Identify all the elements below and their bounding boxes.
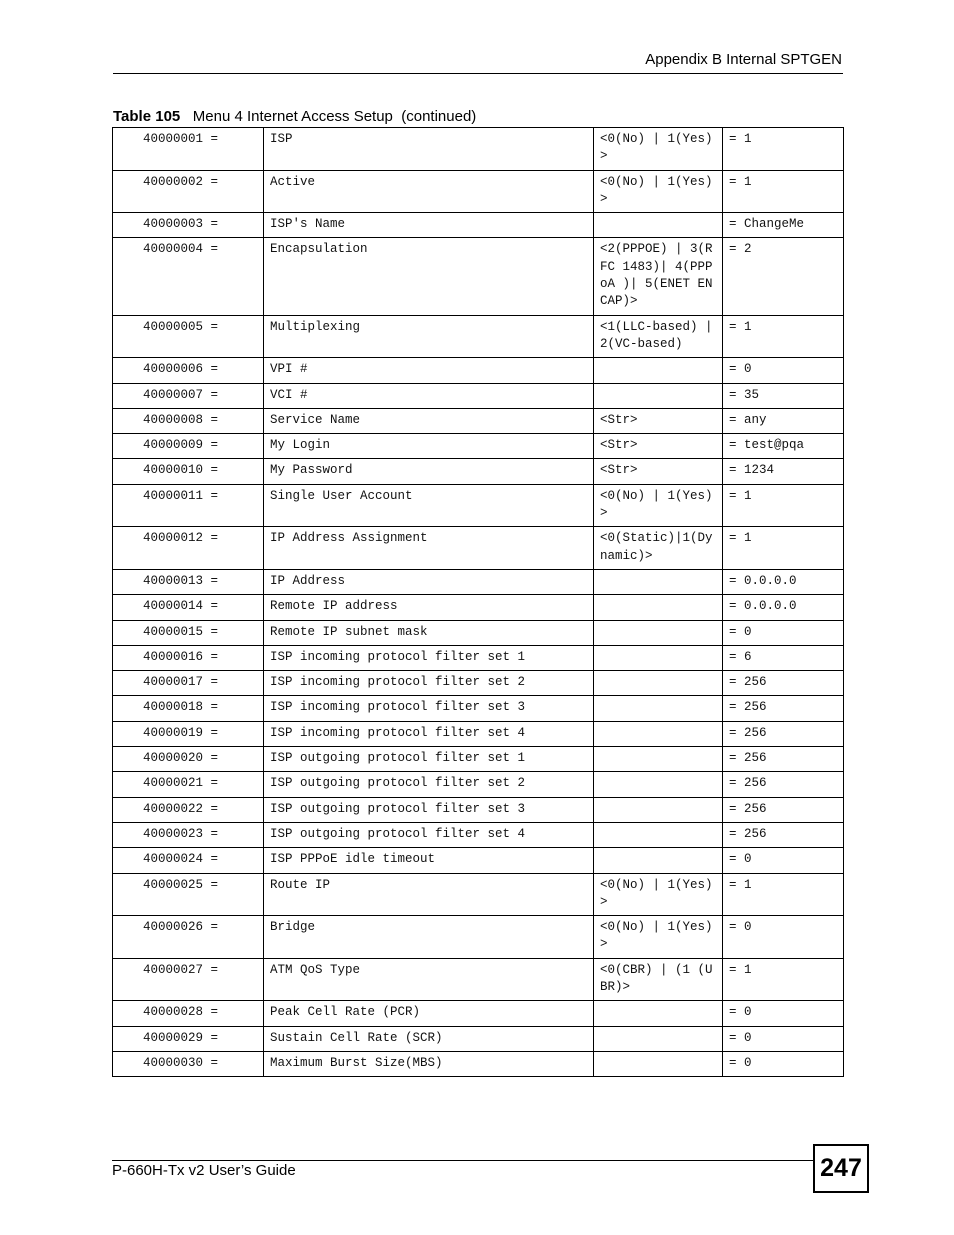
param-name-cell: Bridge bbox=[264, 916, 594, 959]
table-row bbox=[113, 527, 844, 570]
table-row bbox=[113, 1026, 844, 1051]
param-value-cell: = 1 bbox=[723, 958, 844, 1001]
table-row bbox=[113, 797, 844, 822]
param-value-cell: = 256 bbox=[723, 822, 844, 847]
param-value-cell: = 2 bbox=[723, 238, 844, 315]
table-row bbox=[113, 569, 844, 594]
param-name-cell: ISP incoming protocol filter set 4 bbox=[264, 721, 594, 746]
param-range-cell bbox=[594, 645, 723, 670]
param-name-cell: Remote IP address bbox=[264, 595, 594, 620]
param-range-cell: <Str> bbox=[594, 434, 723, 459]
param-code-cell: 40000013 = bbox=[113, 569, 264, 594]
table-row bbox=[113, 238, 844, 315]
param-value-cell: = test@pqa bbox=[723, 434, 844, 459]
param-name-cell: ISP outgoing protocol filter set 1 bbox=[264, 747, 594, 772]
param-value-cell: = 256 bbox=[723, 797, 844, 822]
param-value-cell: = 256 bbox=[723, 747, 844, 772]
param-code-cell: 40000020 = bbox=[113, 747, 264, 772]
table-row bbox=[113, 170, 844, 213]
table-row bbox=[113, 128, 844, 171]
table-caption-label: Table 105 bbox=[113, 108, 181, 125]
param-value-cell: = 0.0.0.0 bbox=[723, 569, 844, 594]
param-value-cell: = 0 bbox=[723, 1001, 844, 1026]
param-code-cell: 40000007 = bbox=[113, 383, 264, 408]
table-row bbox=[113, 721, 844, 746]
param-value-cell: = 256 bbox=[723, 696, 844, 721]
table-row bbox=[113, 671, 844, 696]
param-name-cell: Maximum Burst Size(MBS) bbox=[264, 1051, 594, 1076]
table-row bbox=[113, 408, 844, 433]
param-code-cell: 40000022 = bbox=[113, 797, 264, 822]
param-code-cell: 40000002 = bbox=[113, 170, 264, 213]
param-code-cell: 40000018 = bbox=[113, 696, 264, 721]
param-code-cell: 40000028 = bbox=[113, 1001, 264, 1026]
parameter-table-body bbox=[113, 128, 844, 1077]
param-name-cell: ISP incoming protocol filter set 3 bbox=[264, 696, 594, 721]
param-code-cell: 40000021 = bbox=[113, 772, 264, 797]
param-value-cell: = ChangeMe bbox=[723, 213, 844, 238]
param-code-cell: 40000010 = bbox=[113, 459, 264, 484]
param-code-cell: 40000003 = bbox=[113, 213, 264, 238]
param-value-cell: = 1 bbox=[723, 170, 844, 213]
table-row bbox=[113, 1051, 844, 1076]
param-name-cell: Route IP bbox=[264, 873, 594, 916]
param-name-cell: ISP incoming protocol filter set 2 bbox=[264, 671, 594, 696]
param-range-cell bbox=[594, 1001, 723, 1026]
table-row bbox=[113, 595, 844, 620]
param-range-cell bbox=[594, 822, 723, 847]
param-name-cell: ISP incoming protocol filter set 1 bbox=[264, 645, 594, 670]
table-row bbox=[113, 822, 844, 847]
param-range-cell bbox=[594, 747, 723, 772]
param-name-cell: IP Address bbox=[264, 569, 594, 594]
table-row bbox=[113, 916, 844, 959]
param-name-cell: ISP PPPoE idle timeout bbox=[264, 848, 594, 873]
param-name-cell: Service Name bbox=[264, 408, 594, 433]
running-header: Appendix B Internal SPTGEN bbox=[645, 51, 842, 68]
param-name-cell: Encapsulation bbox=[264, 238, 594, 315]
param-value-cell: = 256 bbox=[723, 721, 844, 746]
param-code-cell: 40000006 = bbox=[113, 358, 264, 383]
param-value-cell: = 0 bbox=[723, 1051, 844, 1076]
guide-title: P-660H-Tx v2 User’s Guide bbox=[112, 1162, 296, 1179]
param-range-cell: <0(Static)|1(Dynamic)> bbox=[594, 527, 723, 570]
param-value-cell: = 1 bbox=[723, 527, 844, 570]
param-value-cell: = 256 bbox=[723, 671, 844, 696]
table-caption bbox=[113, 108, 476, 126]
param-range-cell bbox=[594, 772, 723, 797]
param-range-cell bbox=[594, 1026, 723, 1051]
param-code-cell: 40000019 = bbox=[113, 721, 264, 746]
param-value-cell: = 1 bbox=[723, 484, 844, 527]
table-row bbox=[113, 747, 844, 772]
param-value-cell: = 0 bbox=[723, 1026, 844, 1051]
param-name-cell: ISP outgoing protocol filter set 4 bbox=[264, 822, 594, 847]
param-value-cell: = 0 bbox=[723, 916, 844, 959]
param-code-cell: 40000011 = bbox=[113, 484, 264, 527]
param-range-cell: <Str> bbox=[594, 408, 723, 433]
param-code-cell: 40000014 = bbox=[113, 595, 264, 620]
param-value-cell: = 0 bbox=[723, 358, 844, 383]
table-row bbox=[113, 620, 844, 645]
page-number: 247 bbox=[813, 1144, 869, 1193]
table-caption-title: Menu 4 Internet Access Setup (continued) bbox=[192, 108, 477, 125]
param-name-cell: My Login bbox=[264, 434, 594, 459]
param-range-cell bbox=[594, 358, 723, 383]
param-value-cell: = 256 bbox=[723, 772, 844, 797]
table-row bbox=[113, 434, 844, 459]
table-row bbox=[113, 645, 844, 670]
param-range-cell bbox=[594, 383, 723, 408]
param-value-cell: = 0 bbox=[723, 848, 844, 873]
param-value-cell: = 1 bbox=[723, 128, 844, 171]
param-range-cell bbox=[594, 696, 723, 721]
param-name-cell: VCI # bbox=[264, 383, 594, 408]
table-row bbox=[113, 848, 844, 873]
param-name-cell: Remote IP subnet mask bbox=[264, 620, 594, 645]
param-code-cell: 40000016 = bbox=[113, 645, 264, 670]
param-name-cell: ISP bbox=[264, 128, 594, 171]
param-range-cell: <1(LLC-based) | 2(VC-based) bbox=[594, 315, 723, 358]
param-code-cell: 40000015 = bbox=[113, 620, 264, 645]
param-range-cell: <0(CBR) | (1 (UBR)> bbox=[594, 958, 723, 1001]
table-row bbox=[113, 358, 844, 383]
param-value-cell: = 0.0.0.0 bbox=[723, 595, 844, 620]
param-code-cell: 40000023 = bbox=[113, 822, 264, 847]
param-code-cell: 40000026 = bbox=[113, 916, 264, 959]
param-name-cell: Sustain Cell Rate (SCR) bbox=[264, 1026, 594, 1051]
param-code-cell: 40000017 = bbox=[113, 671, 264, 696]
param-value-cell: = 35 bbox=[723, 383, 844, 408]
param-range-cell bbox=[594, 1051, 723, 1076]
param-range-cell bbox=[594, 848, 723, 873]
table-row bbox=[113, 315, 844, 358]
param-range-cell: <0(No) | 1(Yes)> bbox=[594, 916, 723, 959]
param-code-cell: 40000024 = bbox=[113, 848, 264, 873]
param-code-cell: 40000027 = bbox=[113, 958, 264, 1001]
param-value-cell: = any bbox=[723, 408, 844, 433]
param-name-cell: Single User Account bbox=[264, 484, 594, 527]
table-row bbox=[113, 696, 844, 721]
param-code-cell: 40000004 = bbox=[113, 238, 264, 315]
table-row bbox=[113, 213, 844, 238]
param-code-cell: 40000030 = bbox=[113, 1051, 264, 1076]
param-name-cell: My Password bbox=[264, 459, 594, 484]
table-row bbox=[113, 958, 844, 1001]
param-range-cell bbox=[594, 671, 723, 696]
param-range-cell bbox=[594, 620, 723, 645]
param-name-cell: ISP outgoing protocol filter set 3 bbox=[264, 797, 594, 822]
param-value-cell: = 0 bbox=[723, 620, 844, 645]
param-code-cell: 40000012 = bbox=[113, 527, 264, 570]
param-value-cell: = 1234 bbox=[723, 459, 844, 484]
param-range-cell bbox=[594, 721, 723, 746]
param-name-cell: ATM QoS Type bbox=[264, 958, 594, 1001]
param-range-cell: <0(No) | 1(Yes)> bbox=[594, 128, 723, 171]
param-range-cell: <0(No) | 1(Yes)> bbox=[594, 873, 723, 916]
param-name-cell: Peak Cell Rate (PCR) bbox=[264, 1001, 594, 1026]
table-row bbox=[113, 459, 844, 484]
param-code-cell: 40000025 = bbox=[113, 873, 264, 916]
param-name-cell: ISP outgoing protocol filter set 2 bbox=[264, 772, 594, 797]
param-value-cell: = 6 bbox=[723, 645, 844, 670]
param-name-cell: Active bbox=[264, 170, 594, 213]
param-range-cell: <0(No) | 1(Yes)> bbox=[594, 170, 723, 213]
param-range-cell: <2(PPPOE) | 3(RFC 1483)| 4(PPPoA )| 5(ENET ENCAP)> bbox=[594, 238, 723, 315]
param-code-cell: 40000009 = bbox=[113, 434, 264, 459]
param-range-cell bbox=[594, 213, 723, 238]
param-range-cell: <0(No) | 1(Yes)> bbox=[594, 484, 723, 527]
param-range-cell bbox=[594, 595, 723, 620]
param-value-cell: = 1 bbox=[723, 873, 844, 916]
param-name-cell: Multiplexing bbox=[264, 315, 594, 358]
param-code-cell: 40000008 = bbox=[113, 408, 264, 433]
param-code-cell: 40000001 = bbox=[113, 128, 264, 171]
footer-divider bbox=[112, 1160, 814, 1161]
param-range-cell bbox=[594, 797, 723, 822]
param-code-cell: 40000029 = bbox=[113, 1026, 264, 1051]
param-name-cell: IP Address Assignment bbox=[264, 527, 594, 570]
param-name-cell: ISP's Name bbox=[264, 213, 594, 238]
parameter-table bbox=[112, 127, 844, 1077]
param-name-cell: VPI # bbox=[264, 358, 594, 383]
param-code-cell: 40000005 = bbox=[113, 315, 264, 358]
table-row bbox=[113, 772, 844, 797]
param-range-cell: <Str> bbox=[594, 459, 723, 484]
table-row bbox=[113, 484, 844, 527]
table-row bbox=[113, 383, 844, 408]
table-row bbox=[113, 873, 844, 916]
table-row bbox=[113, 1001, 844, 1026]
param-range-cell bbox=[594, 569, 723, 594]
param-value-cell: = 1 bbox=[723, 315, 844, 358]
header-divider bbox=[113, 73, 843, 74]
